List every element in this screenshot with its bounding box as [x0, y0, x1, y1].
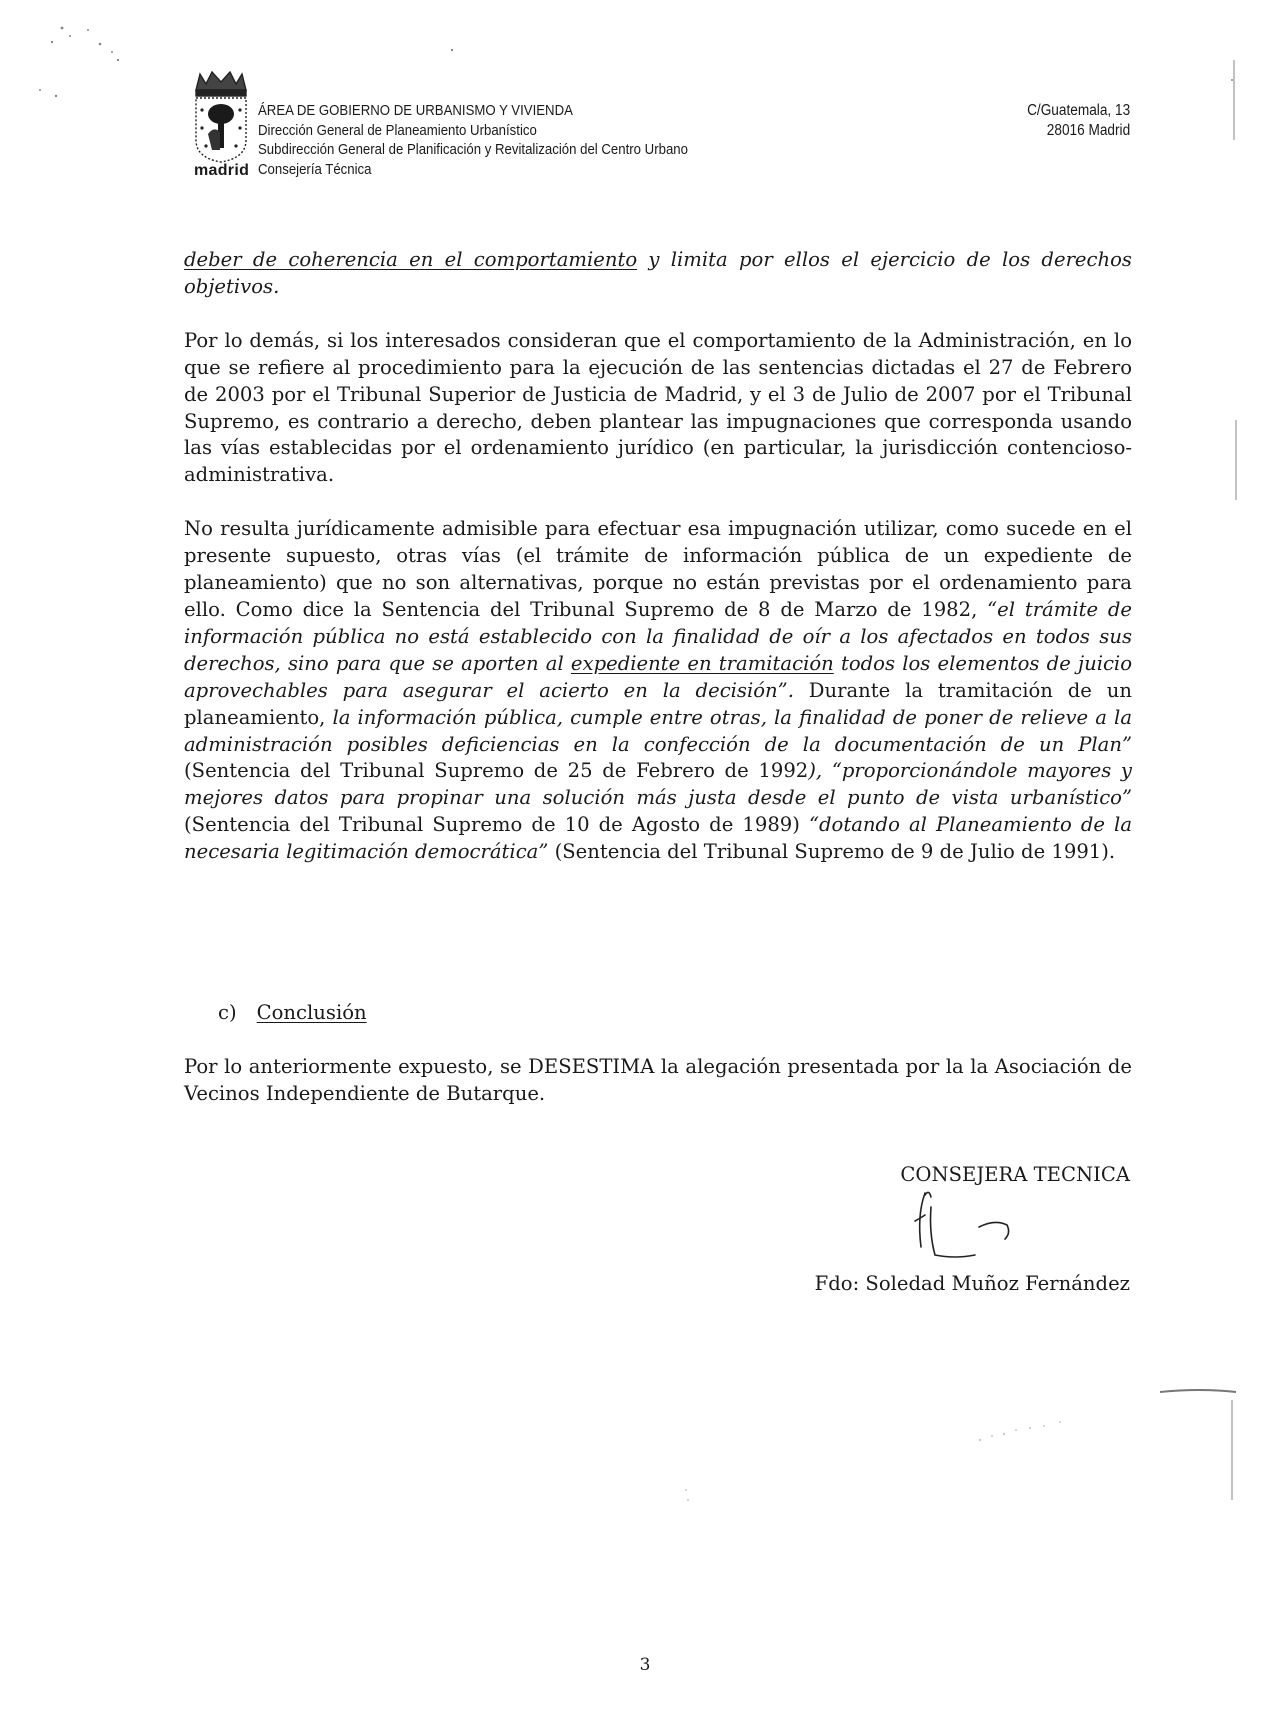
- page-number: 3: [639, 1655, 651, 1675]
- quote-run: “el trámite de información pública no está establecido con la finalidad de oír a los afectados en todos sus derechos, sino para que se aporten al: [184, 597, 1132, 675]
- quote-run: “dotando al Planeamiento de la necesaria legitimación democrática”: [184, 813, 1133, 864]
- logo-wordmark: madrid: [194, 162, 250, 179]
- handwritten-signature: [895, 1185, 1035, 1265]
- quote-run: todos los elementos de juicio aprovechables para asegurar el acierto en la decisión”.: [184, 651, 1132, 702]
- text-run: No resulta jurídicamente admisible para efectuar esa impugnación utilizar, como sucede en el presente supuesto, otras vías (el trámite de información pública de un expediente de planeamiento) que no son alternativas, porque no están previstas por el ordenamiento para ello. Como dice la Sentencia del Tribunal Supremo de 8 de Marzo de 1982,: [184, 517, 1132, 621]
- header-organization: [258, 101, 688, 179]
- signer-title: CONSEJERA TECNICA: [900, 1163, 1130, 1186]
- address-city: 28016 Madrid: [1046, 122, 1130, 139]
- address-street: C/Guatemala, 13: [1026, 102, 1130, 119]
- paragraph-2: Por lo demás, si los interesados consideran que el comportamiento de la Administración, en lo que se refiere al procedimiento para la ejecución de las sentencias dictadas el 27 de Febrero de 2003 por el Tribunal Superior de Justicia de Madrid, y el 3 de Julio de 2007 por el Tribunal Supremo, es contrario a derecho, deben plantear las impugnaciones que corresponda usando las vías establecidas por el ordenamiento jurídico (en particular, la jurisdicción contencioso-administrativa.: [184, 328, 1132, 487]
- italic-text: y limita por ellos el ejercicio de los derechos objetivos.: [184, 248, 1132, 298]
- text-run: (Sentencia del Tribunal Supremo de 10 de Agosto de 1989): [184, 813, 809, 837]
- document-body: [184, 247, 1132, 866]
- quote-run: ), “proporcionándole mayores y mejores datos para propinar una solución más justa desde el punto de vista urbanístico”: [184, 759, 1133, 810]
- section-label: c): [218, 1001, 237, 1024]
- signer-name: Fdo: Soledad Muñoz Fernández: [814, 1272, 1130, 1295]
- text-run: Durante la tramitación de un planeamiento,: [184, 678, 1132, 729]
- section-heading: [218, 1001, 367, 1024]
- text-run: (Sentencia del Tribunal Supremo de 9 de Julio de 1991).: [548, 840, 1116, 864]
- header-org-line: ÁREA DE GOBIERNO DE URBANISMO Y VIVIENDA: [258, 102, 573, 119]
- quote-run: la información pública, cumple entre otras, la finalidad de poner de relieve a la administración posibles deficiencias en la confección de la documentación de un Plan”: [184, 705, 1133, 756]
- header-org-line: Subdirección General de Planificación y Revitalización del Centro Urbano: [258, 141, 688, 158]
- header-org-line: Consejería Técnica: [258, 160, 372, 178]
- underlined-phrase: deber de coherencia en el comportamiento: [184, 248, 638, 271]
- header-org-line: Dirección General de Planeamiento Urbanístico: [258, 121, 537, 139]
- text-run: (Sentencia del Tribunal Supremo de 25 de Febrero de 1992: [184, 759, 809, 783]
- paragraph-1: [184, 247, 1132, 301]
- underlined-phrase: expediente en tramitación: [570, 651, 834, 675]
- conclusion-paragraph: Por lo anteriormente expuesto, se DESESTIMA la alegación presentada por la la Asociación de Vecinos Independiente de Butarque.: [184, 1055, 1132, 1105]
- paragraph-3: [184, 516, 1132, 866]
- section-title: Conclusión: [256, 1001, 367, 1024]
- header-address: [1027, 101, 1130, 141]
